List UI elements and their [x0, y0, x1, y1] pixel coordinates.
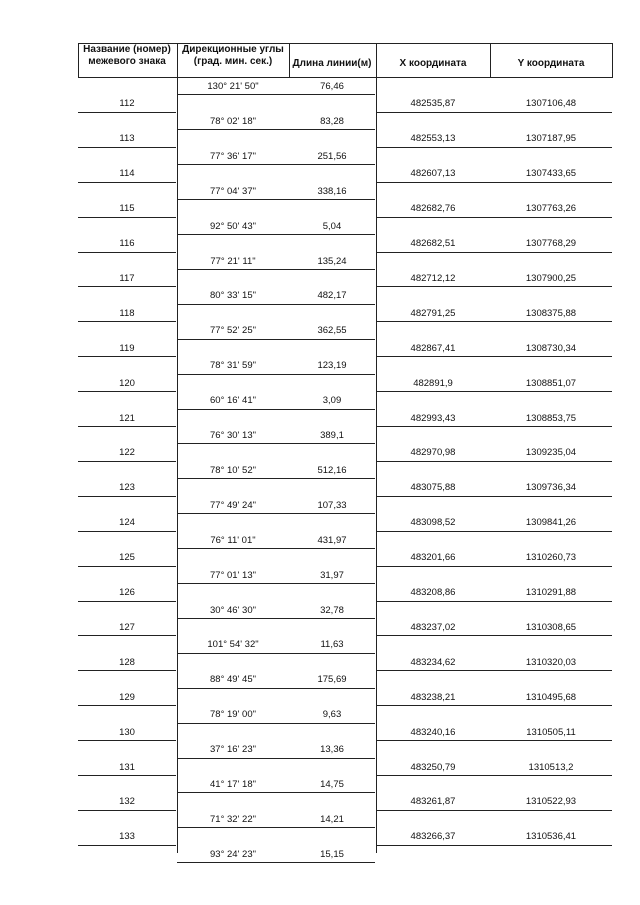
row-rule — [490, 217, 612, 218]
length-cell: 9,63 — [322, 709, 342, 721]
row-rule — [490, 286, 612, 287]
column-divider — [289, 43, 290, 78]
row-rule — [78, 496, 176, 497]
y-coordinate-cell: 1310260,73 — [525, 552, 577, 564]
row-rule — [78, 845, 176, 846]
row-rule — [289, 339, 375, 340]
row-rule — [490, 356, 612, 357]
row-rule — [490, 182, 612, 183]
y-coordinate-cell: 1309235,04 — [525, 447, 577, 459]
row-rule — [289, 583, 375, 584]
column-divider — [490, 43, 491, 78]
row-rule — [177, 304, 289, 305]
angle-cell: 41° 17' 18" — [210, 779, 256, 790]
row-rule — [78, 601, 176, 602]
angle-cell: 71° 32' 22" — [210, 813, 256, 825]
x-coordinate-cell: 483266,37 — [410, 831, 456, 843]
point-name-cell: 127 — [119, 621, 135, 633]
x-coordinate-cell: 482712,12 — [410, 272, 456, 284]
row-rule — [376, 147, 490, 148]
row-rule — [78, 775, 176, 776]
point-name-cell: 123 — [119, 482, 135, 494]
row-rule — [376, 217, 490, 218]
length-cell: 3,09 — [322, 395, 342, 407]
row-rule — [177, 164, 289, 165]
point-name-cell: 130 — [119, 726, 135, 738]
row-rule — [376, 531, 490, 532]
point-name-cell: 119 — [119, 342, 135, 354]
x-coordinate-cell: 483250,79 — [410, 761, 456, 773]
y-coordinate-cell: 1307106,48 — [525, 98, 577, 110]
row-rule — [490, 147, 612, 148]
point-name-cell: 113 — [119, 133, 135, 145]
y-coordinate-cell: 1309736,34 — [525, 482, 577, 494]
point-name-cell: 120 — [119, 377, 135, 389]
column-divider — [612, 43, 613, 78]
x-coordinate-cell: 482970,98 — [410, 447, 456, 459]
row-rule — [78, 810, 176, 811]
row-rule — [376, 391, 490, 392]
row-rule — [289, 618, 375, 619]
row-rule — [177, 94, 289, 95]
point-name-cell: 114 — [119, 168, 135, 180]
length-cell: 107,33 — [317, 499, 347, 511]
length-cell: 11,63 — [320, 639, 344, 651]
row-rule — [177, 443, 289, 444]
y-coordinate-cell: 1308851,07 — [525, 377, 577, 389]
row-rule — [490, 705, 612, 706]
angle-cell: 77° 21' 11" — [210, 255, 256, 267]
angle-cell: 76° 11' 01" — [210, 534, 256, 546]
row-rule — [177, 129, 289, 130]
point-name-cell: 125 — [119, 552, 135, 564]
row-rule — [376, 740, 490, 741]
angle-cell: 37° 16' 23" — [210, 744, 256, 756]
y-coordinate-cell: 1310505,11 — [526, 726, 576, 738]
angle-cell: 60° 16' 41" — [210, 395, 256, 407]
length-cell: 389,1 — [320, 430, 344, 441]
y-coordinate-cell: 1310522,93 — [525, 796, 577, 808]
row-rule — [289, 304, 375, 305]
x-coordinate-cell: 482682,76 — [410, 203, 456, 215]
row-rule — [289, 234, 375, 235]
row-rule — [78, 321, 176, 322]
x-coordinate-cell: 483237,02 — [410, 621, 456, 633]
row-rule — [177, 199, 289, 200]
row-rule — [289, 409, 375, 410]
row-rule — [289, 269, 375, 270]
point-name-cell: 118 — [119, 307, 135, 319]
row-rule — [177, 234, 289, 235]
x-coordinate-cell: 482867,41 — [410, 342, 456, 354]
row-rule — [376, 286, 490, 287]
y-coordinate-cell: 1310513,2 — [528, 761, 574, 773]
row-rule — [376, 566, 490, 567]
row-rule — [376, 705, 490, 706]
row-rule — [376, 112, 490, 113]
row-rule — [177, 827, 289, 828]
row-rule — [376, 775, 490, 776]
column-divider — [177, 43, 178, 78]
point-name-cell: 116 — [119, 238, 135, 250]
y-coordinate-cell: 1310536,41 — [525, 831, 577, 843]
angle-cell: 78° 02' 18" — [210, 115, 256, 127]
length-cell: 32,78 — [320, 604, 344, 616]
row-rule — [289, 513, 375, 514]
y-coordinate-cell: 1310495,68 — [525, 691, 577, 703]
length-cell: 431,97 — [317, 534, 347, 546]
row-rule — [78, 461, 176, 462]
x-coordinate-cell: 483098,52 — [410, 517, 456, 529]
row-rule — [177, 862, 289, 863]
row-rule — [376, 252, 490, 253]
length-cell: 31,97 — [320, 569, 344, 581]
x-coordinate-cell: 482682,51 — [410, 238, 456, 250]
row-rule — [78, 566, 176, 567]
length-cell: 14,75 — [320, 779, 344, 790]
x-coordinate-cell: 483201,66 — [410, 552, 456, 564]
point-name-cell: 131 — [119, 761, 135, 773]
row-rule — [289, 862, 375, 863]
angle-cell: 101° 54' 32" — [207, 639, 259, 651]
x-coordinate-cell: 483238,21 — [410, 691, 456, 703]
row-rule — [78, 705, 176, 706]
y-coordinate-cell: 1307433,65 — [525, 168, 577, 180]
x-coordinate-cell: 482535,87 — [410, 98, 456, 110]
length-cell: 123,19 — [317, 360, 347, 372]
angle-cell: 30° 46' 30" — [210, 604, 256, 616]
row-rule — [177, 688, 289, 689]
angle-cell: 88° 49' 45" — [210, 674, 256, 686]
y-coordinate-cell: 1307187,95 — [525, 133, 577, 145]
row-rule — [289, 723, 375, 724]
row-rule — [289, 827, 375, 828]
column-divider — [376, 43, 377, 78]
row-rule — [376, 461, 490, 462]
row-rule — [376, 601, 490, 602]
row-rule — [78, 670, 176, 671]
row-rule — [490, 810, 612, 811]
row-rule — [177, 583, 289, 584]
y-coordinate-cell: 1308375,88 — [525, 307, 577, 319]
row-rule — [289, 374, 375, 375]
row-rule — [78, 531, 176, 532]
x-coordinate-cell: 483208,86 — [410, 587, 456, 599]
header-angles: Дирекционные углы (град. мин. сек.) — [182, 44, 284, 67]
row-rule — [177, 653, 289, 654]
row-rule — [78, 182, 176, 183]
angle-cell: 77° 49' 24" — [210, 499, 256, 511]
row-rule — [78, 252, 176, 253]
angle-cell: 130° 21' 50" — [207, 81, 259, 92]
length-cell: 13,36 — [320, 744, 344, 756]
row-rule — [78, 286, 176, 287]
row-rule — [78, 426, 176, 427]
row-rule — [78, 356, 176, 357]
row-rule — [78, 635, 176, 636]
point-name-cell: 133 — [119, 831, 135, 843]
row-rule — [177, 513, 289, 514]
row-rule — [289, 792, 375, 793]
row-rule — [289, 548, 375, 549]
header-name: Название (номер) межевого знака — [83, 44, 171, 67]
row-rule — [376, 182, 490, 183]
length-cell: 362,55 — [317, 325, 347, 337]
x-coordinate-cell: 482553,13 — [410, 133, 456, 145]
row-rule — [289, 653, 375, 654]
row-rule — [490, 670, 612, 671]
row-rule — [289, 164, 375, 165]
point-name-cell: 124 — [119, 517, 135, 529]
row-rule — [490, 635, 612, 636]
angle-cell: 77° 01' 13" — [210, 569, 256, 581]
length-cell: 5,04 — [322, 220, 342, 232]
angle-cell: 80° 33' 15" — [210, 290, 256, 302]
row-rule — [490, 845, 612, 846]
length-cell: 135,24 — [317, 255, 347, 267]
point-name-cell: 126 — [119, 587, 135, 599]
row-rule — [177, 269, 289, 270]
row-rule — [289, 94, 375, 95]
point-name-cell: 117 — [119, 272, 135, 284]
row-rule — [376, 810, 490, 811]
row-rule — [177, 339, 289, 340]
angle-cell: 78° 31' 59" — [210, 360, 256, 372]
row-rule — [376, 426, 490, 427]
header-length: Длина линии(м) — [292, 58, 372, 69]
x-coordinate-cell: 482993,43 — [410, 412, 456, 424]
row-rule — [78, 391, 176, 392]
row-rule — [376, 670, 490, 671]
row-rule — [78, 217, 176, 218]
row-rule — [490, 531, 612, 532]
y-coordinate-cell: 1307763,26 — [525, 203, 577, 215]
header-bottom-border — [78, 77, 612, 78]
row-rule — [289, 199, 375, 200]
x-coordinate-cell: 482607,13 — [410, 168, 456, 180]
y-coordinate-cell: 1308853,75 — [525, 412, 577, 424]
row-rule — [490, 252, 612, 253]
row-rule — [289, 758, 375, 759]
length-cell: 76,46 — [320, 81, 344, 92]
angle-cell: 92° 50' 43" — [210, 220, 256, 232]
row-rule — [78, 740, 176, 741]
length-cell: 14,21 — [320, 813, 344, 825]
row-rule — [490, 601, 612, 602]
angle-cell: 77° 52' 25" — [210, 325, 256, 337]
row-rule — [490, 321, 612, 322]
row-rule — [289, 129, 375, 130]
point-name-cell: 129 — [119, 691, 135, 703]
row-rule — [376, 321, 490, 322]
x-coordinate-cell: 482891,9 — [413, 377, 453, 389]
row-rule — [376, 356, 490, 357]
header-y: Y координата — [517, 58, 585, 69]
angle-cell: 78° 10' 52" — [210, 464, 256, 476]
point-name-cell: 112 — [119, 98, 135, 110]
y-coordinate-cell: 1308730,34 — [525, 342, 577, 354]
point-name-cell: 122 — [119, 447, 135, 459]
row-rule — [78, 112, 176, 113]
row-rule — [177, 409, 289, 410]
row-rule — [490, 112, 612, 113]
y-coordinate-cell: 1310291,88 — [525, 587, 577, 599]
row-rule — [177, 548, 289, 549]
x-coordinate-cell: 483075,88 — [410, 482, 456, 494]
column-divider — [78, 43, 79, 78]
row-rule — [490, 391, 612, 392]
length-cell: 482,17 — [317, 290, 347, 302]
y-coordinate-cell: 1310308,65 — [525, 621, 577, 633]
row-rule — [177, 374, 289, 375]
row-rule — [490, 426, 612, 427]
angle-cell: 77° 36' 17" — [210, 150, 256, 162]
length-cell: 338,16 — [317, 185, 347, 197]
row-rule — [490, 566, 612, 567]
point-name-cell: 115 — [119, 203, 135, 215]
length-cell: 15,15 — [320, 848, 344, 860]
table-top-border — [78, 43, 612, 44]
row-rule — [177, 478, 289, 479]
y-coordinate-cell: 1307768,29 — [525, 238, 577, 250]
row-rule — [490, 461, 612, 462]
x-coordinate-cell: 483240,16 — [410, 726, 456, 738]
angle-cell: 78° 19' 00" — [210, 709, 256, 721]
length-cell: 251,56 — [317, 150, 347, 162]
length-cell: 175,69 — [317, 674, 347, 686]
row-rule — [376, 635, 490, 636]
row-rule — [289, 478, 375, 479]
y-coordinate-cell: 1309841,26 — [525, 517, 577, 529]
point-name-cell: 121 — [119, 412, 135, 424]
row-rule — [376, 496, 490, 497]
row-rule — [177, 758, 289, 759]
angle-cell: 93° 24' 23" — [210, 848, 256, 860]
point-name-cell: 132 — [119, 796, 135, 808]
y-coordinate-cell: 1310320,03 — [525, 656, 577, 668]
x-coordinate-cell: 483234,62 — [410, 656, 456, 668]
x-coordinate-cell: 482791,25 — [410, 307, 456, 319]
angle-cell: 77° 04' 37" — [210, 185, 256, 197]
y-coordinate-cell: 1307900,25 — [525, 272, 577, 284]
point-name-cell: 128 — [119, 656, 135, 668]
row-rule — [376, 845, 490, 846]
length-cell: 83,28 — [320, 115, 344, 127]
length-cell: 512,16 — [317, 464, 347, 476]
row-rule — [78, 147, 176, 148]
row-rule — [289, 688, 375, 689]
row-rule — [289, 443, 375, 444]
row-rule — [490, 496, 612, 497]
row-rule — [177, 792, 289, 793]
angle-cell: 76° 30' 13" — [210, 430, 256, 441]
x-coordinate-cell: 483261,87 — [410, 796, 456, 808]
row-rule — [490, 740, 612, 741]
row-rule — [490, 775, 612, 776]
row-rule — [177, 723, 289, 724]
header-x: X координата — [399, 58, 467, 69]
row-rule — [177, 618, 289, 619]
